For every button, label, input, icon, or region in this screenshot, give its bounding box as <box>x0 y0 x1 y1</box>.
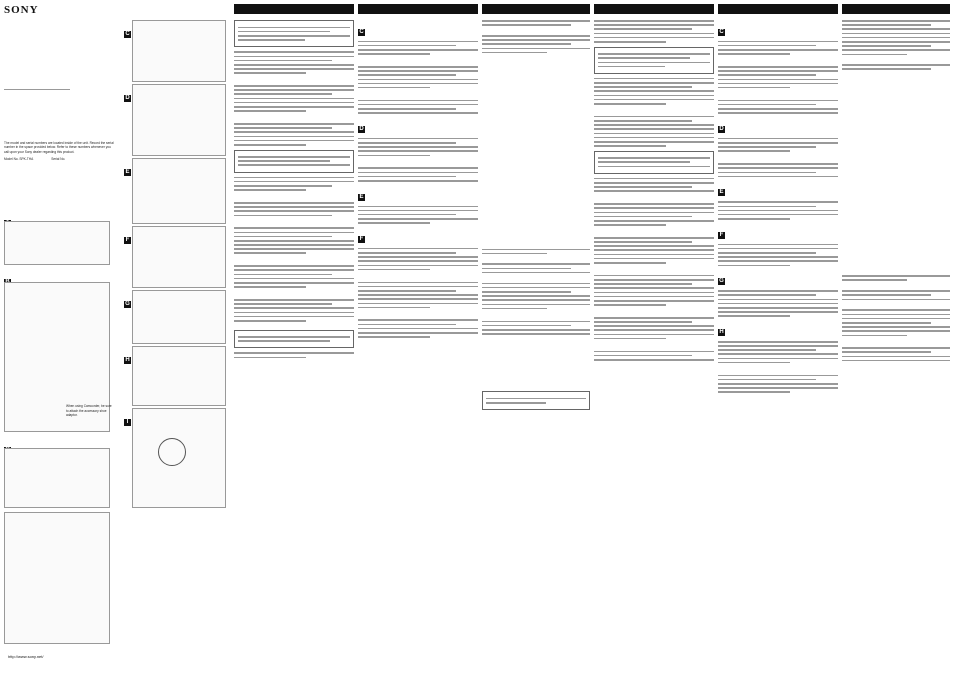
figure-c-detail <box>4 512 110 644</box>
english-column-2 <box>358 4 478 668</box>
french-specs-column <box>842 4 950 668</box>
header-bar <box>482 4 590 14</box>
section-f-inline: F <box>359 235 364 242</box>
section-c-marker: C <box>125 31 130 37</box>
figures-panel <box>118 4 230 668</box>
english-column-1 <box>234 4 354 668</box>
note-box <box>234 150 354 173</box>
header-bar <box>234 4 354 14</box>
cover-intro-text: The model and serial numbers are located inside of the unit. Record the serial number in the space provided below. Refer to these numbers whenever you call upon your Sony dealer regarding this product. <box>4 140 114 154</box>
figure-e-housing <box>132 158 226 224</box>
section-d-inline-fr: D <box>719 125 724 132</box>
note-box-en <box>482 391 590 410</box>
figure-f-housing <box>132 226 226 288</box>
figure-h-housing <box>132 346 226 406</box>
section-h-inline-fr: H <box>719 328 724 335</box>
figure-d-housing <box>132 84 226 156</box>
section-c-inline-fr: C <box>719 29 724 35</box>
section-d-inline: D <box>359 125 364 132</box>
figure-c-housing <box>132 20 226 82</box>
header-bar <box>594 4 714 14</box>
section-f-marker: F <box>125 237 130 243</box>
french-column-2 <box>718 4 838 668</box>
french-column-1 <box>594 4 714 668</box>
figure-g-housing <box>132 290 226 344</box>
caution-box-fr <box>594 47 714 74</box>
model-number-label: Model No. SPK-THA <box>4 156 34 161</box>
section-e-inline-fr: E <box>719 189 724 196</box>
lens-icon <box>158 438 186 466</box>
title-line <box>4 89 70 91</box>
model-serial-row <box>4 157 114 162</box>
section-g-marker: G <box>125 301 130 307</box>
section-d-marker: D <box>125 95 130 101</box>
section-i-marker: I <box>124 410 131 428</box>
section-e-inline: E <box>359 193 364 200</box>
figure-a-contents <box>4 221 110 265</box>
section-f-inline-fr: F <box>719 231 724 238</box>
sony-logo: SONY <box>4 4 39 16</box>
section-e-marker: E <box>125 169 130 175</box>
figure-c-camera <box>4 448 110 508</box>
figure-caption-left: When using Camcorder, be sure to attach the accessory shoe adaptor. <box>66 404 112 418</box>
cover-panel <box>4 4 114 668</box>
header-bar <box>358 4 478 14</box>
caution-box <box>234 20 354 47</box>
section-g-inline-fr: G <box>719 278 724 285</box>
section-c-inline: C <box>359 29 364 35</box>
header-bar <box>718 4 838 14</box>
section-h-marker: H <box>125 357 130 363</box>
sony-url: http://www.sony.net/ <box>8 654 44 659</box>
note-box-fr <box>594 151 714 174</box>
header-bar <box>842 4 950 14</box>
english-specs-column <box>482 4 590 668</box>
serial-number-label: Serial No. <box>51 156 66 161</box>
bottom-box <box>234 330 354 349</box>
